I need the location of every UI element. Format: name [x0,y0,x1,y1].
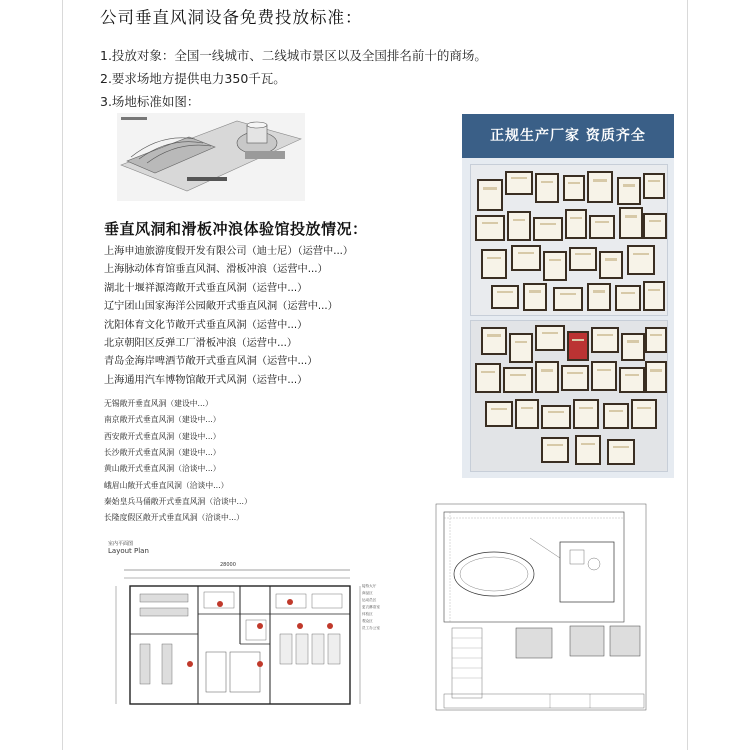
site-3d-sketch [117,113,305,201]
legend-item: 接待大厅 [362,584,377,588]
legend-item: 员工办公室 [362,626,380,630]
venue-item: 上海通用汽车博物馆敞开式风洞（运营中...） [104,374,308,386]
venue-item: 北京朝阳区反弹工厂滑板冲浪（运营中...） [104,337,298,349]
certificate-wall-photo [470,320,668,472]
venue-item: 长沙敞开式垂直风洞（建设中...） [104,448,221,458]
layout-plan-title-en: Layout Plan [108,547,149,555]
layout-plan-legend [362,584,402,633]
legend-item: 体验区 [362,612,373,616]
venue-item: 峨眉山敞开式垂直风洞（洽谈中...） [104,480,229,490]
layout-plan-dimension: 28000 [220,562,236,568]
venue-item: 长隆度假区敞开式垂直风洞（洽谈中...） [104,513,244,523]
layout-plan-title-cn: 室内平面图 [108,541,134,547]
venue-item: 辽宁团山国家海洋公园敞开式垂直风洞（运营中...） [104,301,338,313]
certificate-panel [462,114,674,478]
venue-item: 南京敞开式垂直风洞（建设中...） [104,415,221,425]
site-blueprint-drawing [430,498,652,716]
venue-item: 湖北十堰祥源湾敞开式垂直风洞（运营中...） [104,282,308,294]
certificate-panel-title: 正规生产厂家 资质齐全 [462,114,674,158]
legend-item: 商品区 [362,591,373,595]
venue-item: 黄山敞开式垂直风洞（洽谈中...） [104,464,221,474]
venue-item: 上海脉动体育馆垂直风洞、滑板冲浪（运营中...） [104,264,328,276]
section-title: 垂直风洞和滑板冲浪体验馆投放情况： [104,220,368,238]
certificate-wall-photo [470,164,668,316]
layout-plan-drawing [100,534,380,716]
intro-item-2: 2.要求场地方提供电力350千瓦。 [100,71,286,86]
venue-item: 西安敞开式垂直风洞（建设中...） [104,431,221,441]
venue-item: 秦始皇兵马俑敞开式垂直风洞（洽谈中...） [104,496,252,506]
intro-item-1: 1.投放对象：全国一线城市、二线城市景区以及全国排名前十的商场。 [100,48,487,63]
legend-item: 运动员区 [362,598,377,602]
venue-item: 沈阳体育文化节敞开式垂直风洞（运营中...） [104,319,308,331]
intro-item-3: 3.场地标准如图： [100,94,200,109]
legend-item: 观众区 [362,619,373,623]
venue-item: 无锡敞开垂直风洞（建设中...） [104,399,213,409]
venue-item: 青岛金海岸啤酒节敞开式垂直风洞（运营中...） [104,356,318,368]
venue-item: 上海申迪旅游度假开发有限公司（迪士尼）（运营中...） [104,246,354,257]
legend-item: 更衣淋浴室 [362,605,380,609]
page-title: 公司垂直风洞设备免费投放标准： [100,8,363,27]
venue-list [104,243,454,527]
